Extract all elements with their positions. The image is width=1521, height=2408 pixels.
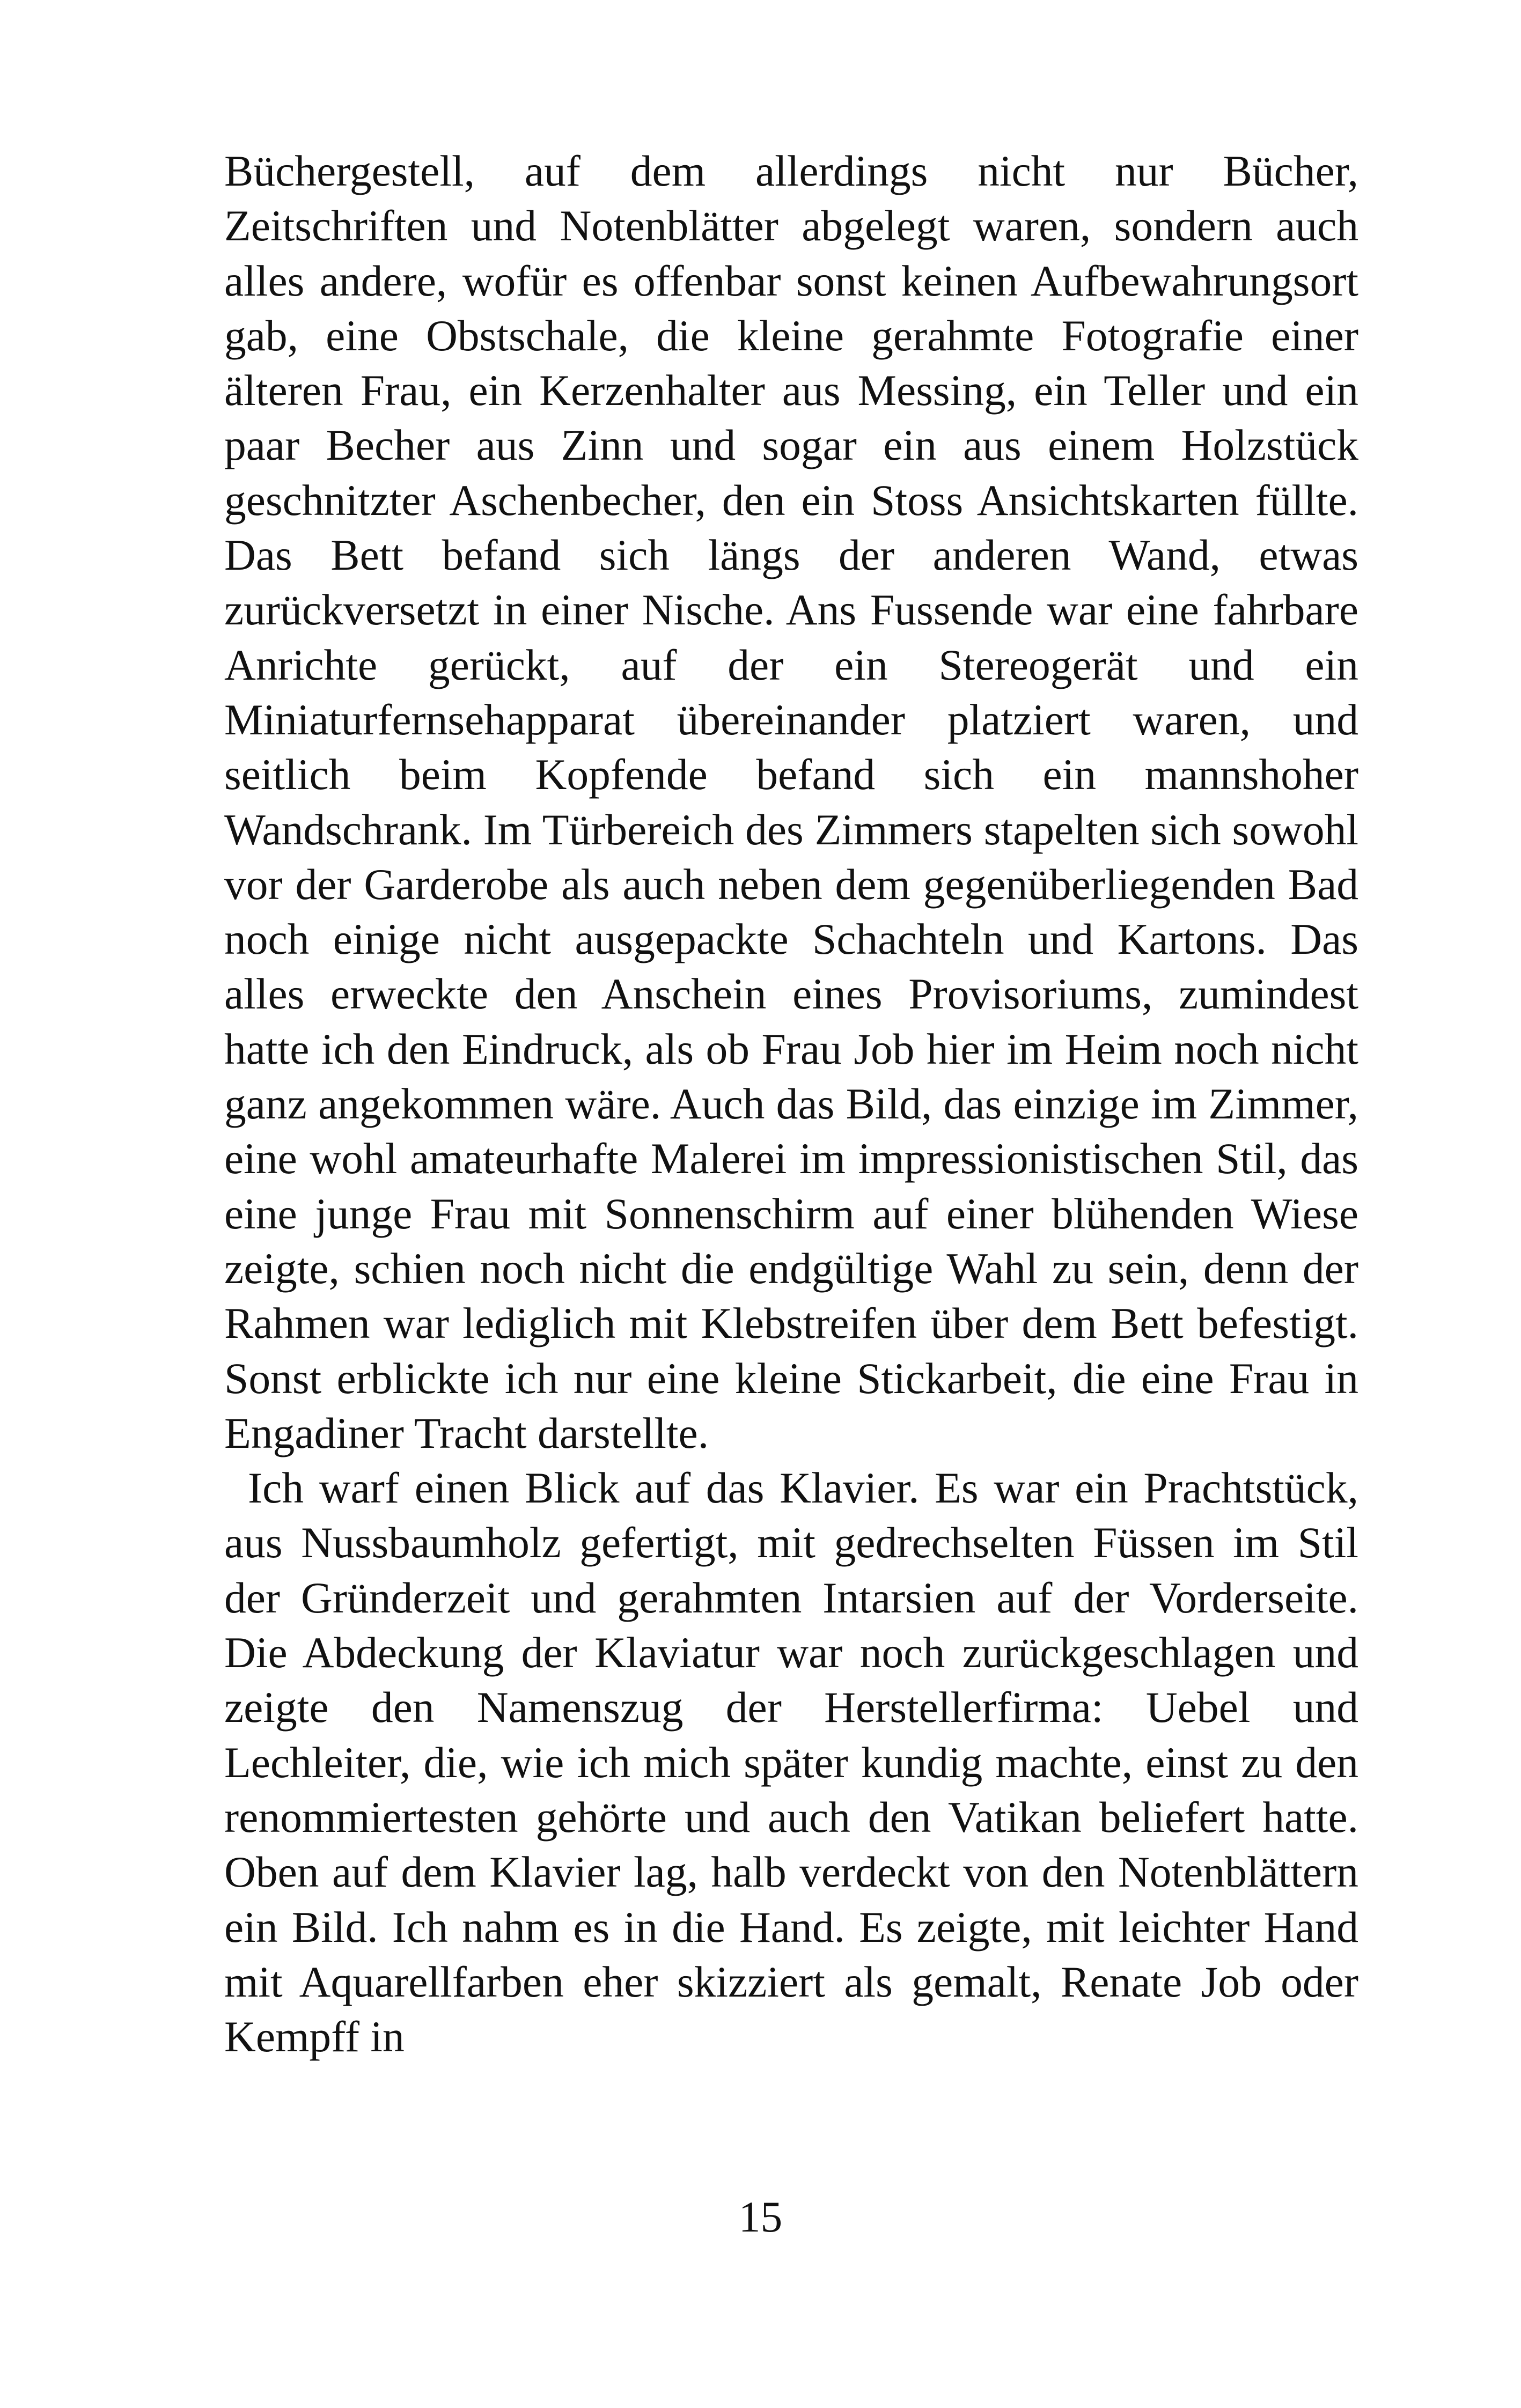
page-number: 15 bbox=[738, 2192, 783, 2241]
body-text bbox=[224, 144, 1358, 2064]
paragraph-1: Büchergestell, auf dem allerdings nicht nur Bücher, Zeitschriften und Notenblätter abgelegt waren, sondern auch alles andere, wofür es offenbar sonst keinen Aufbewahrungsort gab, eine Obstschale, die kleine gerahmte Fotografie einer älteren Frau, ein Kerzenhalter aus Messing, ein Teller und ein paar Becher aus Zinn und sogar ein aus einem Holzstück geschnitzter Aschenbecher, den ein Stoss Ansichtskarten füllte. Das Bett befand sich längs der anderen Wand, etwas zurückversetzt in einer Nische. Ans Fussende war eine fahrbare Anrichte gerückt, auf der ein Stereogerät und ein Miniaturfernsehapparat übereinander platziert waren, und seitlich beim Kopfende befand sich ein mannshoher Wandschrank. Im Türbereich des Zimmers stapelten sich sowohl vor der Garderobe als auch neben dem gegenüberliegenden Bad noch einige nicht ausgepackte Schachteln und Kartons. Das alles erweckte den Anschein eines Provisoriums, zumindest hatte ich den Eindruck, als ob Frau Job hier im Heim noch nicht ganz angekommen wäre. Auch das Bild, das einzige im Zimmer, eine wohl amateurhafte Malerei im impressionistischen Stil, das eine junge Frau mit Sonnenschirm auf einer blühenden Wiese zeigte, schien noch nicht die endgültige Wahl zu sein, denn der Rahmen war lediglich mit Klebstreifen über dem Bett befestigt. Sonst erblickte ich nur eine kleine Stickarbeit, die eine Frau in Engadiner Tracht darstellte. bbox=[224, 146, 1358, 1457]
paragraph-2: Ich warf einen Blick auf das Klavier. Es war ein Prachtstück, aus Nussbaumholz gefertigt, mit gedrechselten Füssen im Stil der Gründerzeit und gerahmten Intarsien auf der Vorderseite. Die Abdeckung der Klaviatur war noch zurückgeschlagen und zeigte den Namenszug der Herstellerfirma: Uebel und Lechleiter, die, wie ich mich später kundig machte, einst zu den renommiertesten gehörte und auch den Vatikan beliefert hatte. Oben auf dem Klavier lag, halb verdeckt von den Notenblättern ein Bild. Ich nahm es in die Hand. Es zeigte, mit leichter Hand mit Aquarellfarben eher skizziert als gemalt, Renate Job oder Kempff in bbox=[224, 1463, 1358, 2061]
